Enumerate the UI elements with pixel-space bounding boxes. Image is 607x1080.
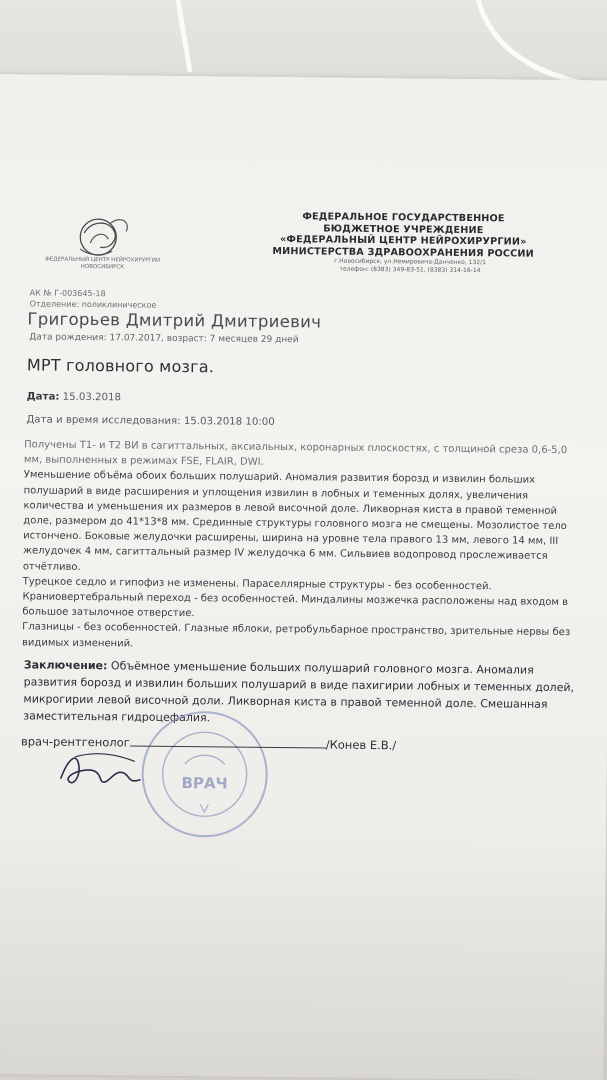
signature-underline <box>228 739 326 749</box>
ak-number: АК № Г-003645-18 <box>29 288 106 299</box>
stamp-text: ВРАЧ <box>181 774 228 793</box>
findings-text <box>22 437 572 656</box>
exam-datetime: Дата и время исследования: 15.03.2018 10:00 <box>26 414 275 428</box>
finding-paragraph: Турецкое седло и гипофиз не изменены. Параселлярные структуры - без особенностей. <box>22 576 492 593</box>
signer-name: /Конев Е.В./ <box>325 737 397 753</box>
org-line: ФЕДЕРАЛЬНОЕ ГОСУДАРСТВЕННОЕ <box>302 211 505 225</box>
document-date <box>27 391 122 403</box>
handwritten-signature <box>54 747 174 792</box>
org-line: «ФЕДЕРАЛЬНЫЙ ЦЕНТР НЕЙРОХИРУРГИИ» <box>279 234 527 248</box>
finding-paragraph: Получены Т1- и Т2 ВИ в сагиттальных, аксиальных, коронарных плоскостях, с толщиной среза 0,6-5,0 мм, выполненных в режимах FSE, FLAIR, DWI. <box>23 439 568 469</box>
finding-paragraph: Уменьшение объёма обоих больших полушарий. Аномалия развития борозд и извилин больших полушарий в виде расширения и уплощения извилин в лобных и теменных долях, увеличения количества и уменьшения их размеров в левой височной доле. Ликворная киста в правой теменной доле, размером до 41*13*8 мм. Срединные структуры головного мозга не смещены. Мозолистое тело истончено. Боковые желудочки расширены, ширина на уровне тела правого 13 мм, левого 14 мм, III желудочек 4 мм, сагиттальный размер IV желудочка 6 мм. Сильвиев водопровод прослеживается отчётливо. <box>22 469 567 573</box>
finding-paragraph: Краниовертебральный переход - без особенностей. Миндалины мозжечка расположены над входом в большое затылочное отверстие. <box>22 591 569 620</box>
logo-caption: ФЕДЕРАЛЬНЫЙ ЦЕНТР НЕЙРОХИРУРГИИ НОВОСИБИРСК <box>45 256 161 271</box>
conclusion-text: Объёмное уменьшение больших полушарий головного мозга. Аномалия развития борозд и извилин больших полушарий в виде пахигирии лобных и теменных долей, микрогирии левой височной доли. Ликворная киста в правой теменной доле. Смешанная заместительная гидроцефалия. <box>23 659 575 725</box>
signer-role: врач-рентгенолог <box>20 734 130 750</box>
date-value: 15.03.2018 <box>62 391 122 404</box>
organization-address <box>290 257 530 276</box>
org-line: БЮДЖЕТНОЕ УЧРЕЖДЕНИЕ <box>323 222 484 236</box>
org-line: МИНИСТЕРСТВА ЗДРАВООХРАНЕНИЯ РОССИИ <box>272 245 534 260</box>
finding-paragraph: Глазницы - без особенностей. Глазные яблоки, ретробульбарное пространство, зрительные нервы без видимых изменений. <box>21 621 571 650</box>
conclusion <box>23 656 588 730</box>
organization-header <box>258 211 548 260</box>
address-line: г.Новосибирск, ул.Немировича-Данченко, 132/1 <box>334 257 487 267</box>
document-title: МРТ головного мозга. <box>26 355 215 377</box>
signature-underline <box>130 737 228 747</box>
document-sheet <box>0 74 607 1080</box>
phone-line: телефон: (8383) 349-83-51, (8383) 314-16-14 <box>339 265 481 275</box>
patient-name: Григорьев Дмитрий Дмитриевич <box>27 309 322 332</box>
birth-date: Дата рождения: 17.07.2017, возраст: 7 месяцев 29 дней <box>29 332 299 346</box>
conclusion-label: Заключение: <box>23 658 108 673</box>
department: Отделение: поликлиническое <box>29 299 157 310</box>
date-label: Дата: <box>26 391 60 403</box>
